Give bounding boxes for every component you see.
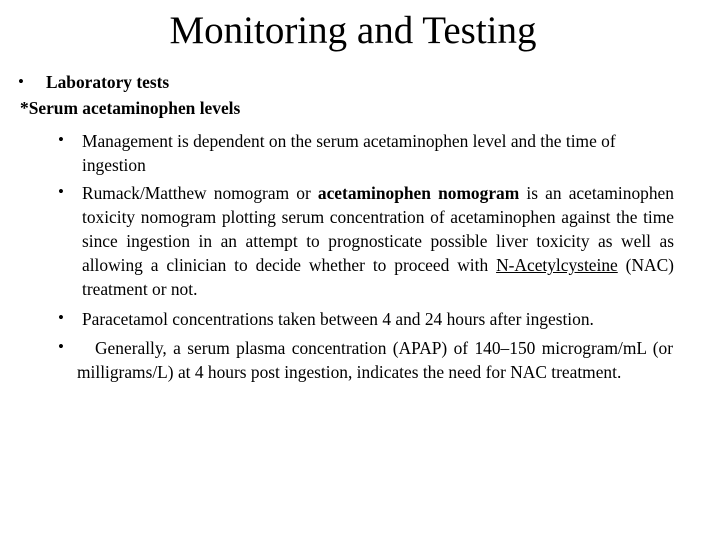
bullet-icon: •: [58, 182, 64, 201]
list-item: Management is dependent on the serum acetaminophen level and the time of ingestion: [82, 131, 616, 175]
list-item: Generally, a serum plasma concentration (APAP) of 140–150 microgram/mL (or milligrams/L) at 4 hours post ingestion, indicates the need for NAC treatment.: [77, 338, 673, 382]
item-bold-term: acetaminophen nomogram: [317, 183, 520, 203]
bullet-icon: •: [18, 72, 24, 91]
nac-link[interactable]: N-Acetylcysteine: [496, 255, 618, 275]
list-item: [82, 181, 674, 301]
bullet-icon: •: [58, 130, 64, 149]
item-text: (NAC) treatment or not.: [82, 255, 674, 299]
bullet-icon: •: [58, 337, 64, 356]
slide-title: Monitoring and Testing: [169, 9, 537, 52]
item-text: Rumack/Matthew nomogram or: [82, 183, 311, 203]
bullet-icon: •: [58, 308, 64, 327]
list-item: Paracetamol concentrations taken between 4 and 24 hours after ingestion.: [82, 309, 594, 329]
item-text: is an acetaminophen toxicity nomogram plotting serum concentration of acetaminophen against the time since ingestion in an attempt to prognosticate possible liver toxicity as well as allowing a clinician to decide whether to proceed with: [82, 183, 674, 275]
section-heading: Laboratory tests: [46, 72, 170, 92]
section-subheading: *Serum acetaminophen levels: [20, 98, 241, 118]
